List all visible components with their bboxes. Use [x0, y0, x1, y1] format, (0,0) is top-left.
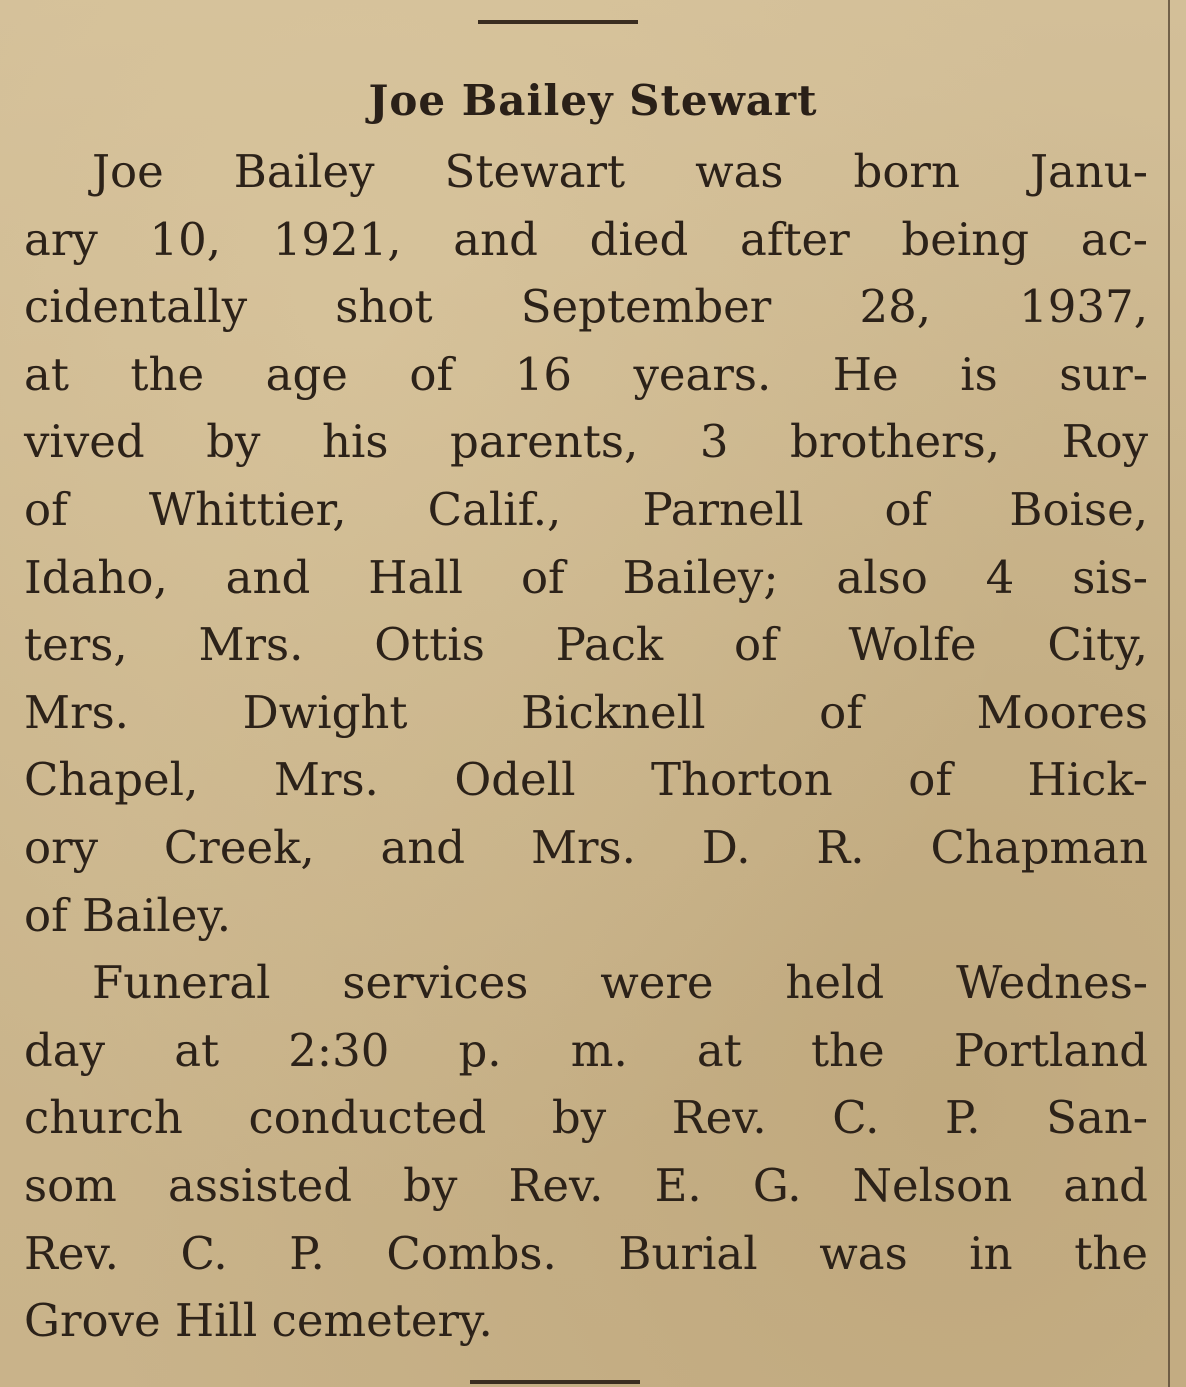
text-line: Chapel, Mrs. Odell Thorton of Hick- [24, 753, 1148, 807]
text-line: vived by his parents, 3 brothers, Roy [24, 415, 1148, 469]
article-body [24, 138, 1148, 1355]
text-line: ary 10, 1921, and died after being ac- [24, 212, 1148, 266]
text-line: Joe Bailey Stewart was born Janu- [92, 145, 1148, 198]
text-line: church conducted by Rev. C. P. San- [24, 1091, 1148, 1145]
text-line: at the age of 16 years. He is sur- [24, 347, 1148, 401]
headline: Joe Bailey Stewart [368, 76, 818, 125]
text-line: som assisted by Rev. E. G. Nelson and [24, 1158, 1148, 1212]
text-line: ters, Mrs. Ottis Pack of Wolfe City, [24, 618, 1148, 672]
text-line: Mrs. Dwight Bicknell of Moores [24, 685, 1148, 739]
bottom-rule [470, 1380, 640, 1384]
text-line: cidentally shot September 28, 1937, [24, 280, 1148, 334]
text-line: of Bailey. [24, 888, 232, 942]
text-line: day at 2:30 p. m. at the Portland [24, 1023, 1148, 1077]
text-line: Idaho, and Hall of Bailey; also 4 sis- [24, 550, 1148, 604]
top-rule [478, 20, 638, 24]
text-line: ory Creek, and Mrs. D. R. Chapman [24, 820, 1148, 874]
text-line: Rev. C. P. Combs. Burial was in the [24, 1226, 1148, 1280]
text-line: of Whittier, Calif., Parnell of Boise, [24, 482, 1148, 536]
text-line: Funeral services were held Wednes- [92, 956, 1148, 1010]
text-line: Grove Hill cemetery. [24, 1294, 493, 1348]
column-rule [1168, 0, 1170, 1387]
